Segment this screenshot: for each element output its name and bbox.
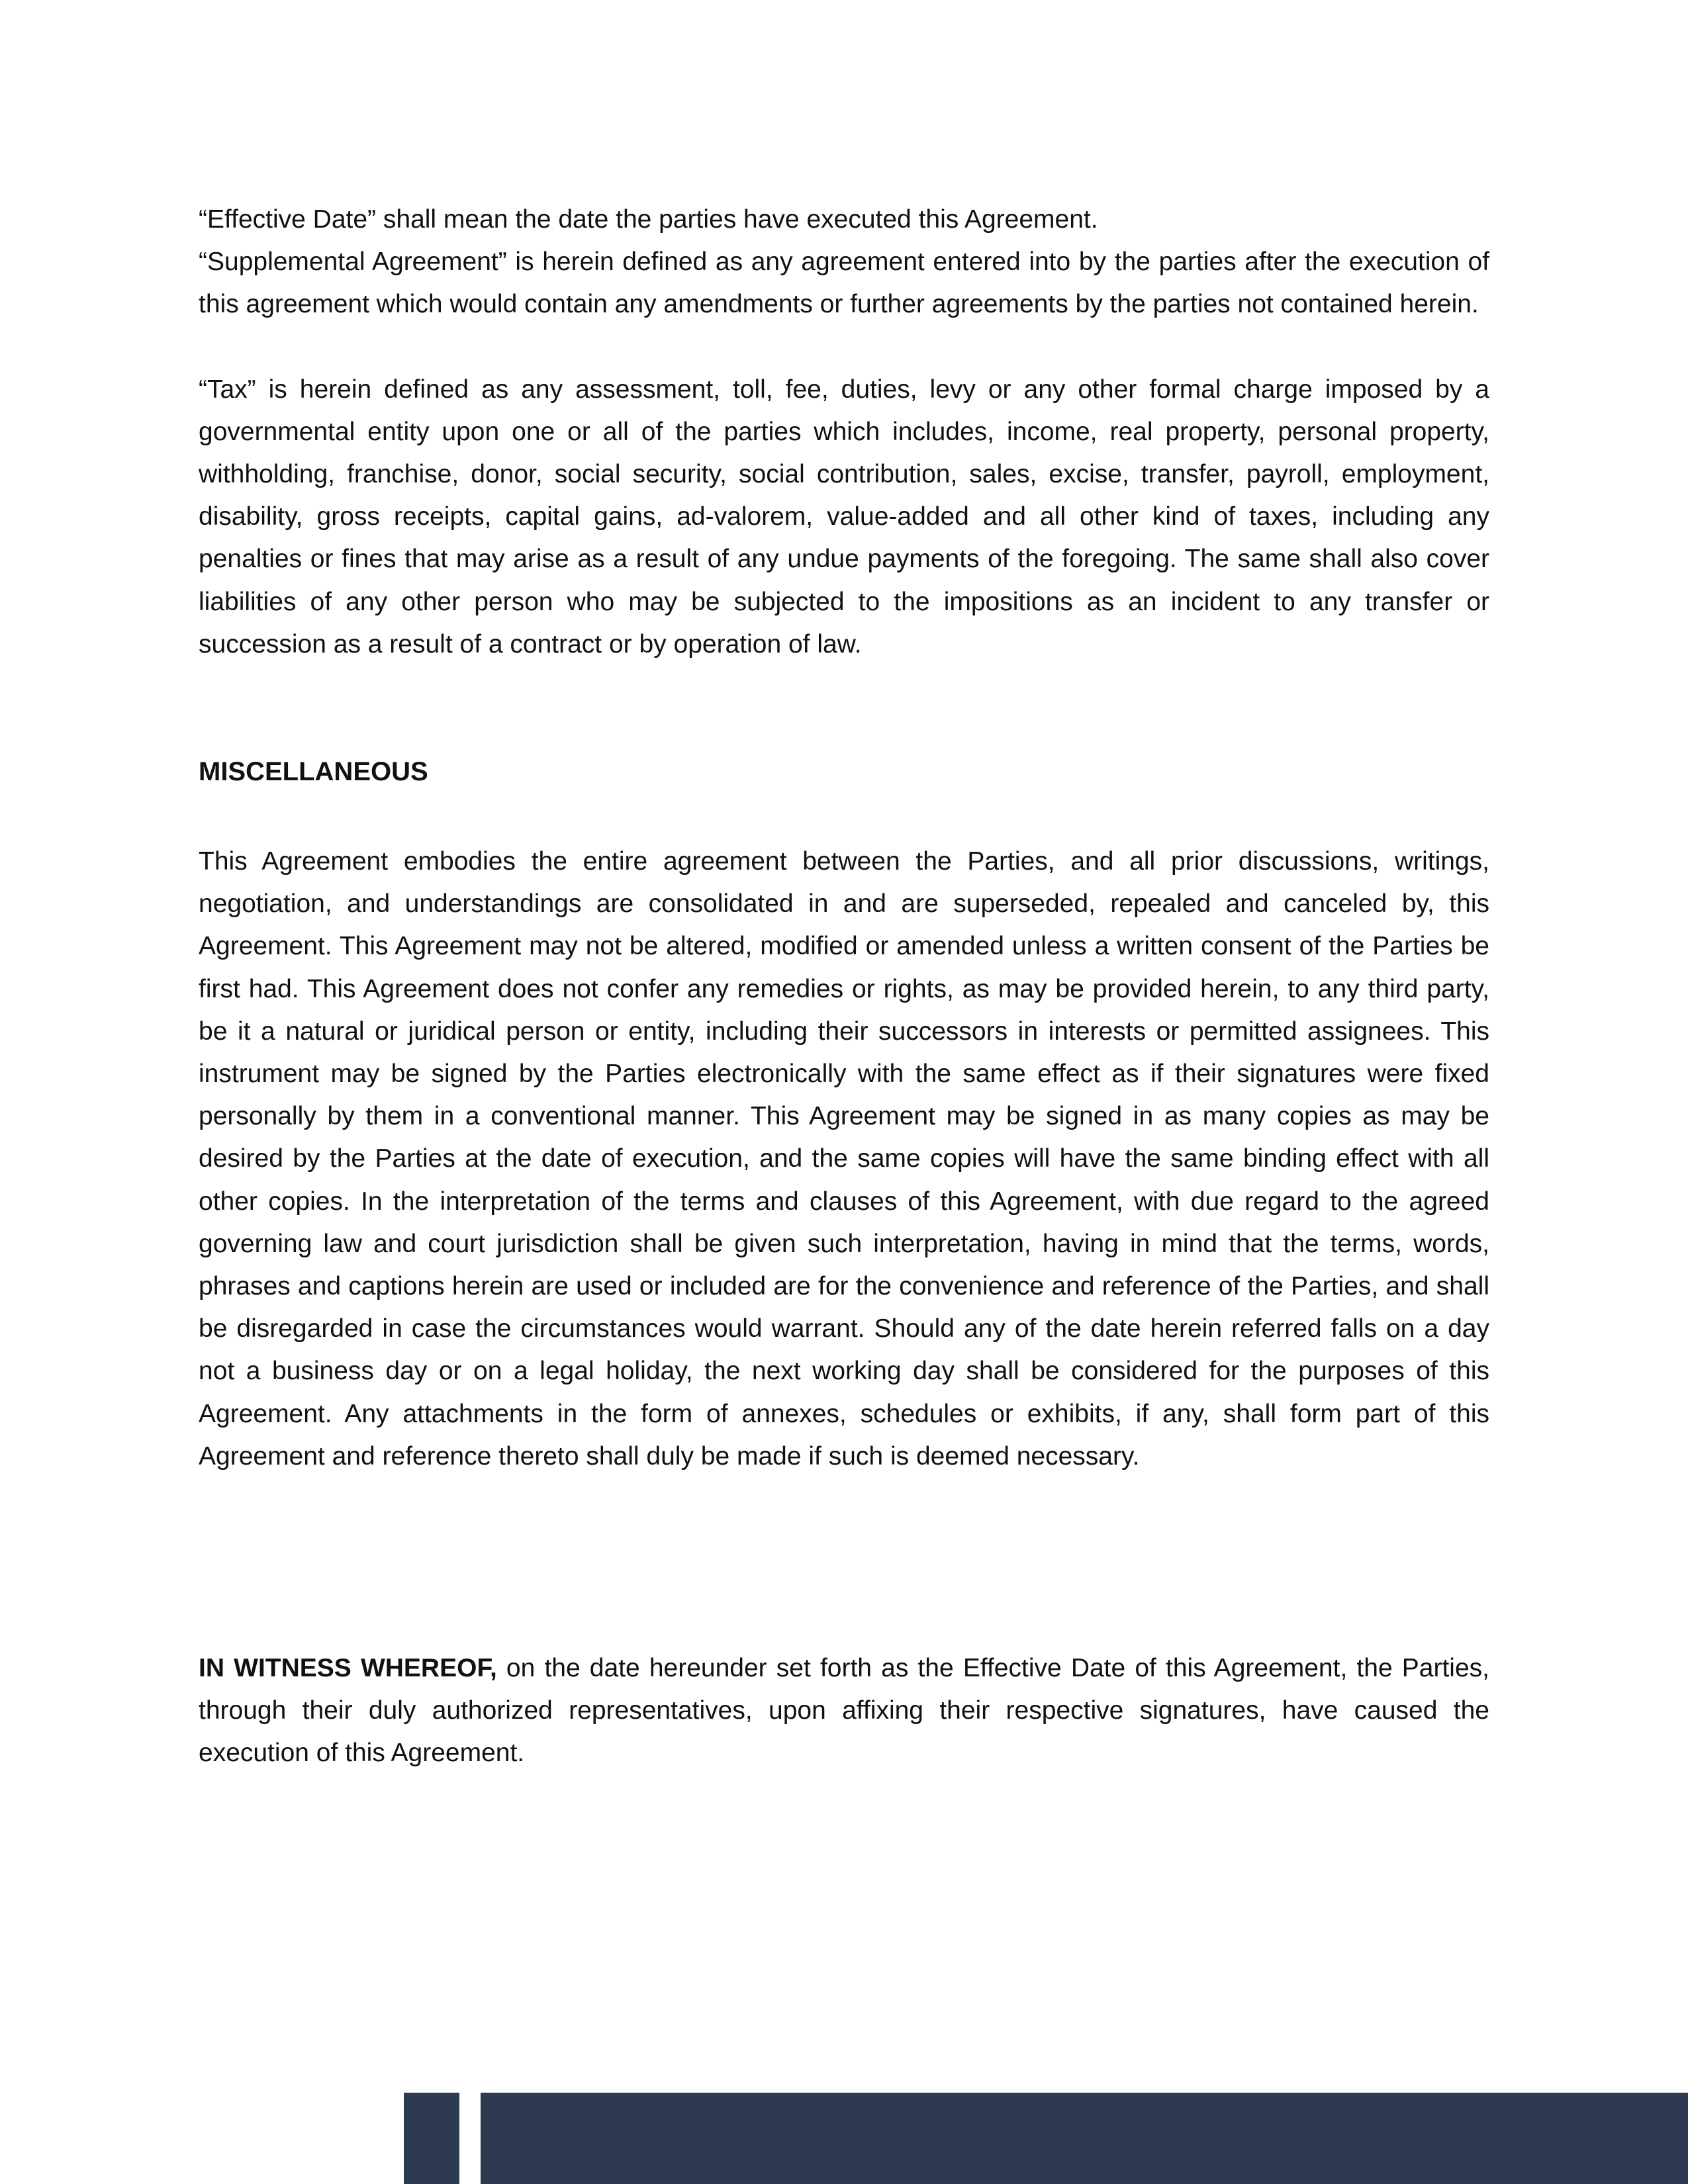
witness-body: on the date hereunder set forth as the Effective Date of this Agreement, the Parties, through their duly authorized representatives, upon affixing their respective signatures, have caused the execution of this Agreement.	[199, 1654, 1489, 1768]
supplemental-agreement-definition: “Supplemental Agreement” is herein defined as any agreement entered into by the parties after the execution of this agreement which would contain any amendments or further agreements by the parties not contained herein.	[199, 248, 1489, 319]
tax-definition: “Tax” is herein defined as any assessment, toll, fee, duties, levy or any other formal charge imposed by a governmental entity upon one or all of the parties which includes, income, real property, personal property, withholding, franchise, donor, social security, social contribution, sales, excise, transfer, payroll, employment, disability, gross receipts, capital gains, ad-valorem, value-added and all other kind of taxes, including any penalties or fines that may arise as a result of any undue payments of the foregoing. The same shall also cover liabilities of any other person who may be subjected to the impositions as an incident to any transfer or succession as a result of a contract or by operation of law.	[199, 375, 1489, 659]
miscellaneous-body: This Agreement embodies the entire agreement between the Parties, and all prior discussions, writings, negotiation, and understandings are consolidated in and are superseded, repealed and canceled by, this Agreement. This Agreement may not be altered, modified or amended unless a written consent of the Parties be first had. This Agreement does not confer any remedies or rights, as may be provided herein, to any third party, be it a natural or juridical person or entity, including their successors in interests or permitted assignees. This instrument may be signed by the Parties electronically with the same effect as if their signatures were fixed personally by them in a conventional manner. This Agreement may be signed in as many copies as may be desired by the Parties at the date of execution, and the same copies will have the same binding effect with all other copies. In the interpretation of the terms and clauses of this Agreement, with due regard to the agreed governing law and court jurisdiction shall be given such interpretation, having in mind that the terms, words, phrases and captions herein are used or included are for the convenience and reference of the Parties, and shall be disregarded in case the circumstances would warrant. Should any of the date herein referred falls on a day not a business day or on a legal holiday, the next working day shall be considered for the purposes of this Agreement. Any attachments in the form of annexes, schedules or exhibits, if any, shall form part of this Agreement and reference thereto shall duly be made if such is deemed necessary.	[199, 847, 1489, 1471]
footer-decoration-block	[404, 2093, 459, 2184]
miscellaneous-heading: MISCELLANEOUS	[199, 757, 428, 787]
document-body	[199, 199, 1489, 1775]
witness-lead: IN WITNESS WHEREOF,	[199, 1654, 497, 1683]
witness-clause	[199, 1647, 1489, 1775]
effective-date-definition: “Effective Date” shall mean the date the parties have executed this Agreement.	[199, 205, 1098, 234]
footer-decoration-band	[481, 2093, 1688, 2184]
